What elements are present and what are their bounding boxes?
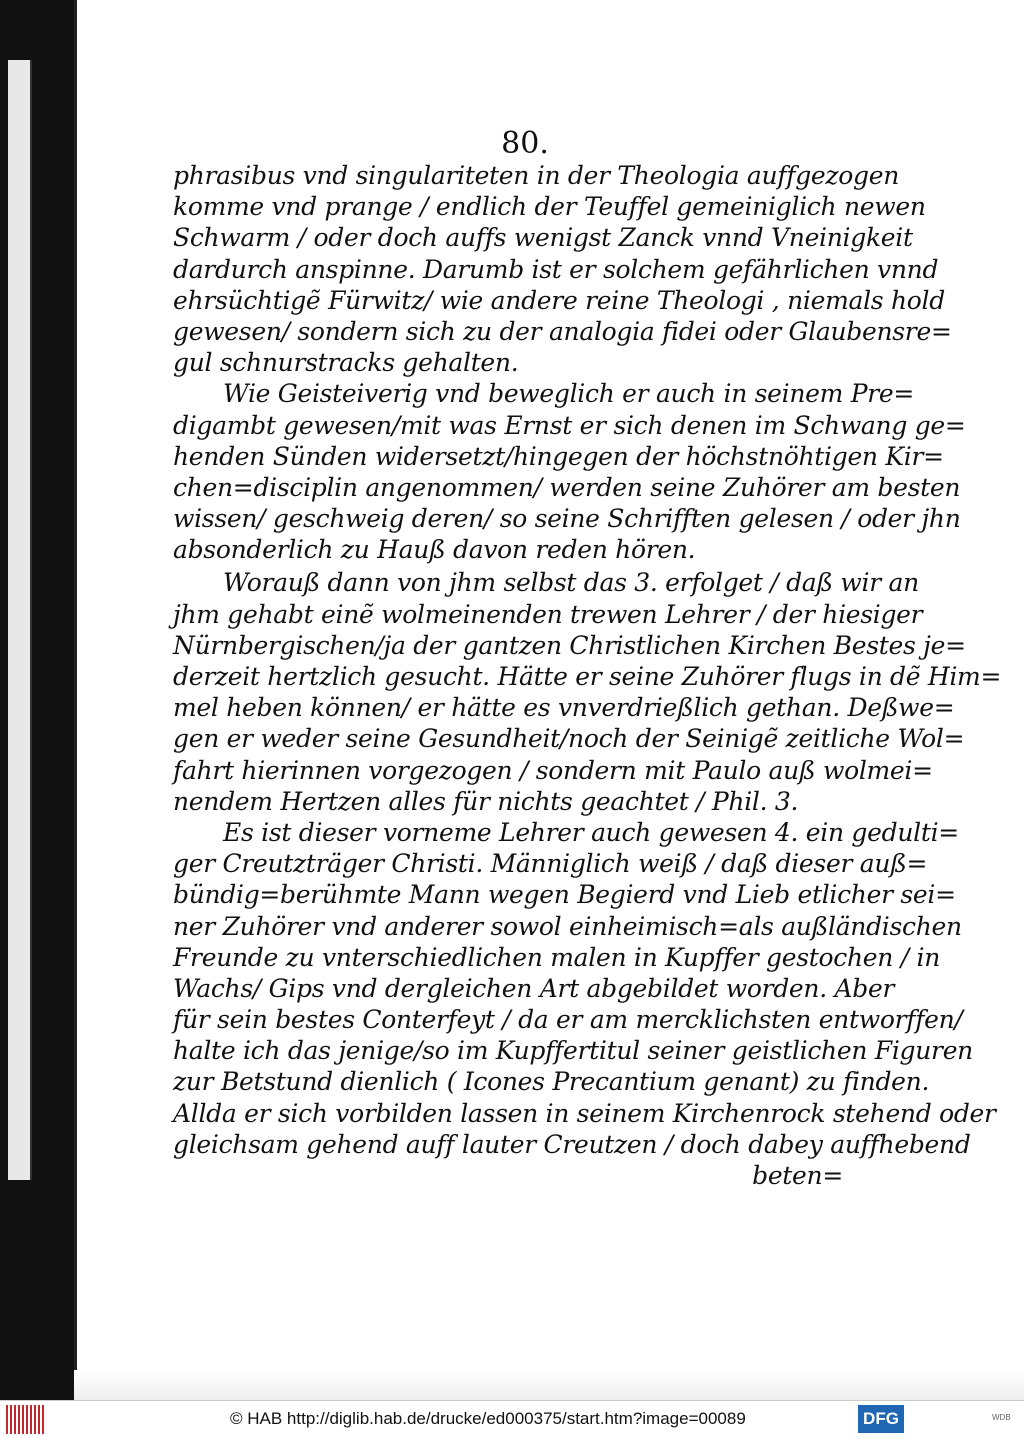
text-line: gewesen/ sondern sich zu der analogia fidei oder Glaubensre=: [173, 316, 952, 346]
text-line: ger Creutzträger Christi. Männiglich weiß / daß dieser auß=: [173, 849, 928, 879]
text-line: Allda er sich vorbilden lassen in seinem Kirchenrock stehend oder: [173, 1098, 996, 1128]
wdb-mark: WDB: [992, 1413, 1011, 1422]
text-line: Freunde zu vnterschiedlichen malen in Kupffer gestochen / in: [173, 942, 940, 972]
text-line: absonderlich zu Hauß davon reden hören.: [173, 535, 696, 565]
text-line: Nürnbergischen/ja der gantzen Christlichen Kirchen Bestes je=: [173, 630, 966, 660]
barcode-icon: [6, 1405, 46, 1434]
text-line: gen er weder seine Gesundheit/noch der Seinigẽ zeitliche Wol=: [173, 724, 965, 754]
text-line: henden Sünden widersetzt/hingegen der höchstnöhtigen Kir=: [173, 441, 944, 471]
text-line: Es ist dieser vorneme Lehrer auch gewesen 4. ein gedulti=: [223, 817, 959, 847]
text-line: mel heben können/ er hätte es vnverdrießlich gethan. Deßwe=: [173, 693, 955, 723]
text-line: bündig=berühmte Mann wegen Begierd vnd Lieb etlicher sei=: [173, 880, 956, 910]
page-number: 80.: [501, 126, 549, 161]
text-line: Wachs/ Gips vnd dergleichen Art abgebildet worden. Aber: [173, 973, 895, 1003]
text-line: Schwarm / oder doch auffs wenigst Zanck vnnd Vneinigkeit: [173, 223, 913, 253]
text-line: fahrt hierinnen vorgezogen / sondern mit Paulo auß wolmei=: [173, 755, 933, 785]
footer-bar: [0, 1400, 1024, 1438]
scanned-page: [74, 0, 1024, 1400]
text-line: jhm gehabt einẽ wolmeinenden trewen Lehrer / der hiesiger: [173, 599, 923, 629]
text-line: gul schnurstracks gehalten.: [173, 348, 519, 378]
text-line: für sein bestes Conterfeyt / da er am mercklichsten entworffen/: [173, 1005, 963, 1035]
text-line: komme vnd prange / endlich der Teuffel gemeiniglich newen: [173, 192, 926, 222]
text-line: Wie Geisteiverig vnd beweglich er auch in seinem Pre=: [223, 379, 915, 409]
catchword: beten=: [752, 1161, 843, 1190]
text-line: ehrsüchtigẽ Fürwitz/ wie andere reine Theologi , niemals hold: [173, 285, 945, 315]
page-text-block: [173, 160, 1002, 1191]
page-bottom-edge: [74, 1370, 1024, 1400]
text-line: dardurch anspinne. Darumb ist er solchem gefährlichen vnnd: [173, 254, 939, 284]
text-line: halte ich das jenige/so im Kupffertitul seiner geistlichen Figuren: [173, 1036, 973, 1066]
copyright-link[interactable]: © HAB http://diglib.hab.de/drucke/ed000375/start.htm?image=00089: [230, 1409, 746, 1428]
text-line: chen=disciplin angenommen/ werden seine Zuhörer am besten: [173, 472, 961, 502]
text-line: digambt gewesen/mit was Ernst er sich denen im Schwang ge=: [173, 410, 966, 440]
text-line: nendem Hertzen alles für nichts geachtet / Phil. 3.: [173, 786, 799, 816]
text-line: zur Betstund dienlich ( Icones Precantium genant) zu finden.: [173, 1067, 930, 1097]
text-line: derzeit hertzlich gesucht. Hätte er seine Zuhörer flugs in dẽ Him=: [173, 662, 1002, 691]
facing-page-edge: [8, 60, 32, 1180]
text-line: Worauß dann von jhm selbst das 3. erfolget / daß wir an: [223, 568, 919, 598]
text-line: phrasibus vnd singulariteten in der Theologia auffgezogen: [173, 161, 900, 190]
text-line: ner Zuhörer vnd anderer sowol einheimisch=als außländischen: [173, 911, 962, 941]
text-line: wissen/ geschweig deren/ so seine Schrifften gelesen / oder jhn: [173, 504, 961, 534]
text-line: gleichsam gehend auff lauter Creutzen / doch dabey auffhebend: [173, 1129, 971, 1159]
dfg-logo: DFG: [858, 1405, 904, 1433]
